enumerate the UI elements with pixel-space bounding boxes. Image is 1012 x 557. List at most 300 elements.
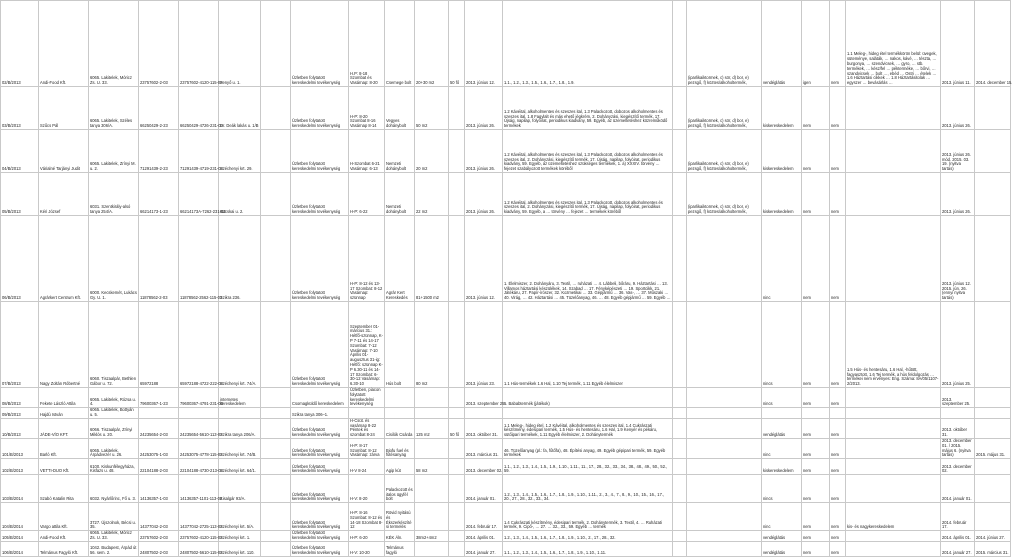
table-cell: H-Szombat 6-21 Vasárnap: 6-13 (349, 130, 385, 173)
table-cell: Vegyes dohánybolt (385, 87, 415, 130)
table-cell (846, 438, 941, 458)
table-cell: 3727. Újszolnok, Bécsi u. 35. (89, 503, 139, 531)
table-cell: 08/B/2013 (1, 388, 39, 408)
table-cell: 1.2., 1.3., 1.4., 1.5., 1.6., 1.7., 1.8., 1.9., 1.10., 2., 17., 28., 32. (503, 531, 673, 542)
table-cell: 2013. június 26. (941, 173, 975, 216)
table-cell (449, 130, 465, 173)
table-cell: 04/B/2013 (1, 130, 39, 173)
table-cell: 6031. Szentkirály-alsó tanya 254/A. (89, 173, 139, 216)
table-cell: 66214173A-7262-231-03 (179, 173, 219, 216)
table-cell: nem (802, 87, 830, 130)
table-cell: nem (802, 418, 830, 438)
table-cell: 23757602-2-03 (139, 1, 179, 87)
table-cell (261, 130, 291, 173)
table-cell: ninc (762, 503, 802, 531)
table-cell (975, 388, 1011, 408)
table-cell: Üzletben folytatott kereskedelmi tevékenység (291, 173, 349, 216)
table-cell: H-P: 6-22 (349, 173, 385, 216)
table-cell (846, 216, 941, 302)
table-cell: 102/B/2013 (1, 459, 39, 475)
table-cell (449, 216, 465, 302)
table-cell: nem (802, 438, 830, 458)
table-cell (975, 475, 1011, 503)
table-cell: 104/B/2014 (1, 503, 39, 531)
table-cell: 81+1500 m2 (415, 216, 449, 302)
table-cell: 11878562-2-03 (139, 216, 179, 302)
table-cell: 1.2 Kávéital, alkoholmentes és szeszes ital, 1.3 Palackozott, dobozos alkoholmentes és szeszes ital, 1.8 Fagylalt és más ehető jégkrém, 2. Dohányzási, kiegészítő termék, 17. Újság, napilap, folyóirat, periodikus kiadvány, 59. Egyéb, az üzemeltetéshez közreműködő termékek (503, 87, 673, 130)
table-cell: Agip kút (385, 459, 415, 475)
table-cell: 2013. június 26. (465, 87, 503, 130)
table-cell: Andi-Food Kft. (39, 1, 89, 87)
table-cell: kiskereskedelem (762, 459, 802, 475)
table-cell (449, 173, 465, 216)
table-row (1, 130, 1011, 173)
table-cell: Vargo attila Kft. (39, 503, 89, 531)
table-cell: nem (830, 541, 846, 556)
table-cell: 2013. szeptember 25. (465, 388, 503, 408)
table-row (1, 541, 1011, 556)
table-cell: ninc (762, 438, 802, 458)
table-cell: 2013. március 31. (465, 438, 503, 458)
table-cell (975, 408, 1011, 419)
table-cell: 66250429-4726-231-03 (179, 87, 219, 130)
table-cell: (iparlikaiktormek, c) sör, d) bor, e) pezsgő, f) köztes/alkoholtermék, (687, 87, 762, 130)
table-cell: nem (830, 388, 846, 408)
table-cell: 03/B/2013 (1, 87, 39, 130)
table-cell: 1.2 Kávéital, alkoholmentes és szeszes ital, 1.3 Palackozott, dobozos alkoholmentes és szeszes ital, 2. Dohányzási, kiegészítő termék, 17. Újság, napilap, folyóirat, periodikus kiadvány, 59. Egyéb, az üzemeltetéshez szükséges termékek, 1. a) XXXIV. törvény … fejezet szabályozott termékek köréből (503, 130, 673, 173)
table-cell: 22104188-4730-213-03 (179, 459, 219, 475)
table-cell: 2013. június 26. mód. 2015. 03. 19. (nyitva tartás) (941, 130, 975, 173)
table-cell: igen (802, 1, 830, 87)
table-cell: 6060. Tiszaalpár, Bethlen Gábor u. 72. (89, 302, 139, 388)
table-cell (415, 438, 449, 458)
table-cell (673, 408, 687, 419)
table-cell: 2014. december 15. (975, 1, 1011, 87)
table-cell (687, 408, 762, 419)
table-cell: 66214173-1-23 (139, 173, 179, 216)
table-cell: Csemege bolt (385, 1, 415, 87)
table-cell: 2014. február 17. (465, 503, 503, 531)
table-cell: H-P: 8-20 Szombat 8-16 Vasárnap 8-14 (349, 87, 385, 130)
table-cell: Kisalgár 93/A. (219, 475, 261, 503)
table-cell: 1.1 Meleg-, hideg étel, 1.2 Kávéital, alkoholmentes és szeszes ital, 1.4 Cukrászati készítmény, édesipari termék, 1.5 Hús- és hentesáru, 1.6 Hal, 1.9 Kenyér és pékáru, sütőipari termékek, 1.11 Egyéb élelmiszer, 2. Dohánytermék (503, 418, 673, 438)
table-cell: 6065. Lakitelek, Bottyán u. 5. (89, 408, 139, 419)
table-cell (830, 408, 846, 419)
table-cell (349, 408, 385, 419)
table-cell: 6065. Lakitelek, Móricz Zs. U. 33. (89, 1, 139, 87)
table-cell: Széchenyi krt. 110. (219, 541, 261, 556)
table-cell: 14136357-1101-113-03 (179, 475, 219, 503)
table-cell: 2014. április 01. (941, 531, 975, 542)
table-cell: 2014. január 27. (941, 541, 975, 556)
table-cell (673, 388, 687, 408)
table-cell: 24235654-2-03 (139, 418, 179, 438)
table-cell (261, 503, 291, 531)
table-cell (673, 503, 687, 531)
table-cell (415, 541, 449, 556)
table-cell: Dr. Deák lakás u. 1/B (219, 87, 261, 130)
table-cell (449, 408, 465, 419)
table-cell: 50 m2 (415, 87, 449, 130)
table-cell (449, 438, 465, 458)
table-cell: 125 m2 (415, 418, 449, 438)
table-cell: nem (830, 130, 846, 173)
table-cell: H-V: 8-20 (349, 475, 385, 503)
table-cell: nincs (762, 302, 802, 388)
table-cell: 24253075-4778-115-03 (179, 438, 219, 458)
table-cell: Széchenyi krt. 74/B. (219, 438, 261, 458)
table-cell: Telmánus fagyló (385, 541, 415, 556)
table-row (1, 173, 1011, 216)
table-cell: 14377042-2725-113-03 (179, 503, 219, 531)
table-cell: Üzletben folytatott kereskedelmi tevékenység (291, 438, 349, 458)
table-cell (385, 408, 415, 419)
table-cell (139, 408, 179, 419)
table-cell: 2013. október 31. (465, 418, 503, 438)
table-cell: Rövid nyitású és Ékszerkészítési termelés (385, 503, 415, 531)
table-cell: Széchenyi krt. 64/1. (219, 459, 261, 475)
table-cell: ninc (762, 216, 802, 302)
table-cell: Barló Kft. (39, 438, 89, 458)
table-row (1, 87, 1011, 130)
table-cell: Üzletben folytatott kereskedelmi tevékenység (291, 541, 349, 556)
table-cell: kiskereskedelem (762, 130, 802, 173)
table-cell: nem (830, 302, 846, 388)
table-cell: 24807502-5610-115-03 (179, 541, 219, 556)
table-cell: Széchenyi krt. 74/A. (219, 302, 261, 388)
table-cell: Szűcs Pál (39, 87, 89, 130)
table-cell: Bocskai u. 2. (219, 173, 261, 216)
table-cell: JÁDE-VÍO KFT. (39, 418, 89, 438)
table-cell: Üzletben folytatott kereskedelmi tevékenység (291, 302, 349, 388)
table-cell (687, 418, 762, 438)
table-cell: 2013. december 02. (941, 459, 975, 475)
table-cell (261, 1, 291, 87)
table-cell: vendéglátás (762, 541, 802, 556)
table-cell: Agrárkert Centrum Kft. (39, 216, 89, 302)
table-cell: H.P: 8-18 Szombat és Vasárnap: 8-20 (349, 1, 385, 87)
table-cell: 38m2+4m2 (415, 531, 449, 542)
table-cell: 5. Bababtermék (játékok) (503, 388, 673, 408)
table-cell: 6065. Lakitelek, Zrínyi M. u. 2. (89, 130, 139, 173)
table-cell: 14377042-2-03 (139, 503, 179, 531)
table-row (1, 475, 1011, 503)
table-cell (673, 531, 687, 542)
table-cell: 06/B/2013 (1, 216, 39, 302)
table-cell: nem (830, 531, 846, 542)
table-cell (261, 438, 291, 458)
table-cell (687, 531, 762, 542)
table-cell: 6066. Tiszaalpár, Zrínyi Miklós u. 20. (89, 418, 139, 438)
table-cell: 2014. január 27. (465, 541, 503, 556)
table-cell (846, 541, 941, 556)
table-cell: Üzletben folytatott kereskedelmi tevékenység (291, 1, 349, 87)
table-cell: 2013. június 12. (465, 1, 503, 87)
table-cell: Várialné Tarjányi Judit (39, 130, 89, 173)
table-cell (846, 173, 941, 216)
table-cell: Üzletben folytatott kereskedelmi tevékenység (291, 87, 349, 130)
table-cell: nem (802, 531, 830, 542)
table-cell: 1.2., 1.3., 1.4., 1.5., 1.6., 1.7., 1.8., 1.9., 1.10., 1.11., 2., 3., 4., 7., 8., 9., 10., 15., 16., 17., 20., 27., 28., 32., 33., 34. (503, 475, 673, 503)
table-cell: 2013. október 31. (941, 418, 975, 438)
table-cell: internetes kereskedelem (219, 388, 261, 408)
table-cell (687, 302, 762, 388)
table-cell: 2014. június 27. (975, 531, 1011, 542)
table-cell: 07/B/2013 (1, 302, 39, 388)
table-cell (673, 1, 687, 87)
table-cell: nem (802, 503, 830, 531)
table-cell: H-P: 8-17 Szombat: 8-12 Vasárnap: zárva (349, 438, 385, 458)
table-cell: 24253075-1-03 (139, 438, 179, 458)
table-cell: 1.1 Meleg-, hideg étel termékkörön belül: üvegek, süteménye, saláták, … nakos, kávé, … tészta, … burgonya, … szendvicsek, … gyro, … stb. termékek, … kész/fel … pékterméke, … bőrvi, … szandvicsek … bolt …, ebéd … Ostri … ételek … 1.6 Háztartási cikkek … 1.8 Háztartásitolak … egyszer … bevásárlás … (846, 1, 941, 87)
table-cell: 1042. Budapest, Árpád út 56. sem. 2. (89, 541, 139, 556)
table-cell: 23757602-4120-115-03 (179, 531, 219, 542)
table-cell: H-P: 6-20 (349, 531, 385, 542)
table-cell: kis- és nagykereskedelem (846, 503, 941, 531)
table-cell: 2015. március 31. (975, 541, 1011, 556)
table-cell: 23757602-4120-115-03 (179, 1, 219, 87)
table-cell: 2013. december 02. (465, 459, 503, 475)
table-cell: 23757602-2-03 (139, 531, 179, 542)
table-cell (261, 216, 291, 302)
table-cell (449, 531, 465, 542)
table-cell: 58 m2 (415, 459, 449, 475)
table-row (1, 531, 1011, 542)
table-cell (975, 216, 1011, 302)
table-cell: Szikra tanya 306–1. (291, 408, 349, 419)
table-cell (673, 418, 687, 438)
table-cell: H-V 8-24 (349, 459, 385, 475)
table-cell (261, 388, 291, 408)
table-cell (975, 302, 1011, 388)
table-cell: 24807502-2-03 (139, 541, 179, 556)
table-cell: 2013. december 01. / 2015. május 6. (nyitva tartás) (941, 438, 975, 458)
table-cell: 11878562-2562-115-03 (179, 216, 219, 302)
table-cell: nem (830, 503, 846, 531)
table-cell (975, 503, 1011, 531)
table-cell: 66250429-2-23 (139, 87, 179, 130)
table-cell: 1.1., 1.2., 1.3., 1.4., 1.5., 1.6., 1.7., 1.8., 1.9., 1.10., 1.11. (503, 541, 673, 556)
table-cell: (iparlikaiktormek, c) sör, d) bor, e) pezsgő, f) köztes/alkoholtermék, (687, 173, 762, 216)
table-cell: nem (830, 173, 846, 216)
table-cell: nem (802, 459, 830, 475)
table-cell (975, 87, 1011, 130)
table-cell (261, 475, 291, 503)
table-cell (941, 408, 975, 419)
table-cell: 1. Élelmiszer, 2. Dohányáru, 3. Textil, … ruházati … 4. Lábbeli, bőráru, 9. Háztartási … 13. Villamos háztartási készülékek, 14. Szabad … 17. Fényképészeti … 19. Sportcikk, 21. Játékáru, 27. Papír-írószer, 32. Kozmetikai … 33. Gépjármű … 36. Vas-, … 37. Műszaki … 40. Virág, … 42. Háztartási … 45. Tüzelőanyag, 46. … 48. Egyéb gépjármű … 59. Egyéb … (503, 216, 673, 302)
table-cell (673, 438, 687, 458)
table-cell: 2014. február 17. (941, 503, 975, 531)
table-cell: Széchenyi krt. 29. (219, 130, 261, 173)
table-cell: Üzletben folytatott kereskedelmi tevékenység (291, 531, 349, 542)
table-cell: 6000. Kecskemét, Lukács Gy. U. 1. (89, 216, 139, 302)
table-cell: vendéglátás (762, 531, 802, 542)
table-cell (687, 438, 762, 458)
table-cell (449, 302, 465, 388)
table-cell (687, 503, 762, 531)
table-cell: 2013. szeptember 25. (941, 388, 975, 408)
table-cell: 6065. Lakitelek, Árpádvezér u. 26. (89, 438, 139, 458)
table-cell: 09/B/2013 (1, 408, 39, 419)
table-cell: Kéri József (39, 173, 89, 216)
table-cell: 2013. június 26. (465, 130, 503, 173)
table-cell: nem (830, 438, 846, 458)
table-cell (261, 408, 291, 419)
table-cell: Üzletben folytatott kereskedelmi tevékenység (291, 503, 349, 531)
table-cell: Hajdú István (39, 408, 89, 419)
table-row (1, 503, 1011, 531)
table-cell: nem (802, 388, 830, 408)
table-cell: nem (802, 475, 830, 503)
table-cell: Biofu fuel és fűtésanyag (385, 438, 415, 458)
table-cell: 22 m2 (415, 173, 449, 216)
table-cell (673, 173, 687, 216)
table-cell (449, 475, 465, 503)
table-cell: 6065. Lakitelek, Széles tanya 306/A. (89, 87, 139, 130)
table-cell (687, 388, 762, 408)
table-cell: 50 fő (449, 418, 465, 438)
table-cell: 10/B/2013 (1, 418, 39, 438)
table-cell (687, 459, 762, 475)
table-cell: vendéglátás (762, 418, 802, 438)
register-rows (1, 1, 1011, 557)
table-cell: nem (802, 130, 830, 173)
table-cell: 1.1., 1.2., 1.3., 1.5., 1.6., 1.7., 1.8., 1.9. (503, 1, 673, 87)
table-cell: 105/B/2014 (1, 531, 39, 542)
table-cell: 1.4 Cukrászati készítmény, édesipari termék, 2. Dohánytermék, 3. Textil, 4. … Ruházati termék, 9. Cipő-, … 27. … 32., 33., 59. Egyéb … termék (503, 503, 673, 531)
table-cell (673, 216, 687, 302)
table-cell (802, 408, 830, 419)
table-cell (846, 87, 941, 130)
table-cell: Nemzeti dohánybolt (385, 130, 415, 173)
table-cell: Palackozott és italos ügyfél bolt (385, 475, 415, 503)
table-cell: Nagy Zoltán Róbertné (39, 302, 89, 388)
table-cell (465, 408, 503, 419)
table-cell: Üzletben folytatott kereskedelmi tevékenység (291, 216, 349, 302)
table-cell: VETTI-DUO Kft. (39, 459, 89, 475)
table-cell (673, 302, 687, 388)
table-cell (846, 408, 941, 419)
table-cell (687, 216, 762, 302)
table-cell: kiskereskedelem (762, 87, 802, 130)
table-cell: nincs (762, 388, 802, 408)
table-cell: 65972188 (139, 302, 179, 388)
table-cell: Széchenyi krt. 5/A. (219, 503, 261, 531)
table-cell: Szeptember 01-március 31.: Hétfő-szünnap, K-P 7-11 és 14-17 Szombat: 7-12 Vasárnap: 7-10 Április 01-augusztus 31-ig: Hétfő: szünnap K-P 6.30-11 és 14-17 Szombat: 6-30-12 Vasárnap: 6.30-10 (349, 302, 385, 388)
table-cell: (iparlikaiktormek, c) sör, d) bor, e) pezsgő, f) köztes/alkoholtermék, (687, 1, 762, 87)
table-cell (673, 130, 687, 173)
table-cell (673, 541, 687, 556)
table-cell: H-Csüt. és vasárnap 8-22 Péntek és szombat 8-24 (349, 418, 385, 438)
table-cell: 2013. június 11. (941, 1, 975, 87)
table-row (1, 388, 1011, 408)
table-cell: H-P: 8-12 és 13-17 Szombat: 8-12 Vasárnap: szünnap (349, 216, 385, 302)
table-cell: 6065. Lakitelek, Móricz Zs. U. 33. (89, 531, 139, 542)
table-cell: nem (830, 459, 846, 475)
table-cell: 22104188-2-03 (139, 459, 179, 475)
table-cell: nem (830, 475, 846, 503)
table-cell: 71291439-4719-231-03 (179, 130, 219, 173)
table-cell: H-V: 10-20 (349, 541, 385, 556)
table-cell: nem (830, 87, 846, 130)
table-cell: 6065. Lakitelek, Rózsa u. 4. (89, 388, 139, 408)
table-cell (449, 388, 465, 408)
table-cell: H-P: 8-16 Szombat: 8-12 és 14-18 Szombat 8-12 (349, 503, 385, 531)
table-cell: Üzletben folytatott kereskedelmi tevékenység (291, 459, 349, 475)
table-cell: Agrár Kert Kereskedés (385, 216, 415, 302)
table-cell (762, 408, 802, 419)
table-cell (449, 541, 465, 556)
table-cell (261, 302, 291, 388)
table-cell: nincs (762, 475, 802, 503)
table-cell: 20+30 m2 (415, 1, 449, 87)
table-cell: 2013. június 25. (941, 302, 975, 388)
table-cell (449, 503, 465, 531)
table-cell: nem (830, 418, 846, 438)
table-cell: 103/B/2014 (1, 475, 39, 503)
table-cell: 65972188-4722-222-03 (179, 302, 219, 388)
table-cell (846, 459, 941, 475)
table-cell: nem (802, 216, 830, 302)
table-cell (261, 87, 291, 130)
table-cell: 20 m2 (415, 130, 449, 173)
table-cell: 2015. május 31. (975, 438, 1011, 458)
table-cell: 50 fő (449, 1, 465, 87)
table-cell: 1.2 Kávéital, alkoholmentes és szeszes ital, 1.3 Palackozott, dobozos alkoholmentes és szeszes ital, 2. Dohányzási, kiegészítő termék, 17. Újság, napilap, folyóirat, periodikus kiadvány, 59. Egyéb, a … törvény … fejezet … termékek köréből (503, 173, 673, 216)
table-cell (261, 173, 291, 216)
table-cell: 1.5 Hús- és hentesáru, 1.6 Hal, -hűtött, fagyasztott, 1.6 Tej termék, a hús feldolgozás … termékei nem érvényes: Eng. Száma: 8A/05/1107-2/2013. (846, 302, 941, 388)
table-row (1, 418, 1011, 438)
table-cell (975, 418, 1011, 438)
table-cell: 2014. január 01. (941, 475, 975, 503)
table-cell (261, 531, 291, 542)
table-cell: Üzletben folytatott kereskedelmi tevékenység (291, 130, 349, 173)
table-cell: Telmánus Fagyló Kft. (39, 541, 89, 556)
table-cell: (iparlikaiktormek, c) sör, d) bor, e) pezsgő, f) köztes/alkoholtermék, (687, 130, 762, 173)
table-cell: nem (830, 216, 846, 302)
table-cell: nem (802, 173, 830, 216)
table-cell: 6100. Kiskunfélegyháza, Kisfazs u. 48. (89, 459, 139, 475)
table-cell (261, 418, 291, 438)
table-cell: Cisilók Csárda (385, 418, 415, 438)
table-row (1, 459, 1011, 475)
table-cell: 79600367-1-23 (139, 388, 179, 408)
table-cell: 2013. június 12. 2015. jún. 26. (ennyi nyitva tartás) (941, 216, 975, 302)
table-cell: Üzletben, piacon folytatott kereskedelmi tevékenység (349, 388, 385, 408)
table-cell (449, 459, 465, 475)
table-cell: Andi-Food Kft. (39, 531, 89, 542)
table-cell: Hús bolt (385, 302, 415, 388)
table-cell: 1.1 Hús-termékek 1.6 Hal, 1.10 Tej termék, 1.11 Egyéb élelmiszer (503, 302, 673, 388)
table-cell: 80 m2 (415, 302, 449, 388)
table-cell (687, 475, 762, 503)
table-cell (673, 87, 687, 130)
table-cell (503, 408, 673, 419)
table-cell: 02/B/2013 (1, 1, 39, 87)
table-cell: kiskereskedelem (762, 173, 802, 216)
table-cell (846, 418, 941, 438)
table-cell: 2013. június 23. (465, 302, 503, 388)
table-cell: nem (802, 302, 830, 388)
table-cell: 2014. január 01. (465, 475, 503, 503)
table-cell: Üzletben folytatott kereskedelmi tevékenység (291, 475, 349, 503)
table-cell (261, 459, 291, 475)
table-cell: 106/B/2014 (1, 541, 39, 556)
table-cell: 79600367-4791-231-03 (179, 388, 219, 408)
table-cell: 2013. június 26. (941, 87, 975, 130)
table-cell (846, 531, 941, 542)
table-cell: Csomagküldő kereskedelem (291, 388, 349, 408)
